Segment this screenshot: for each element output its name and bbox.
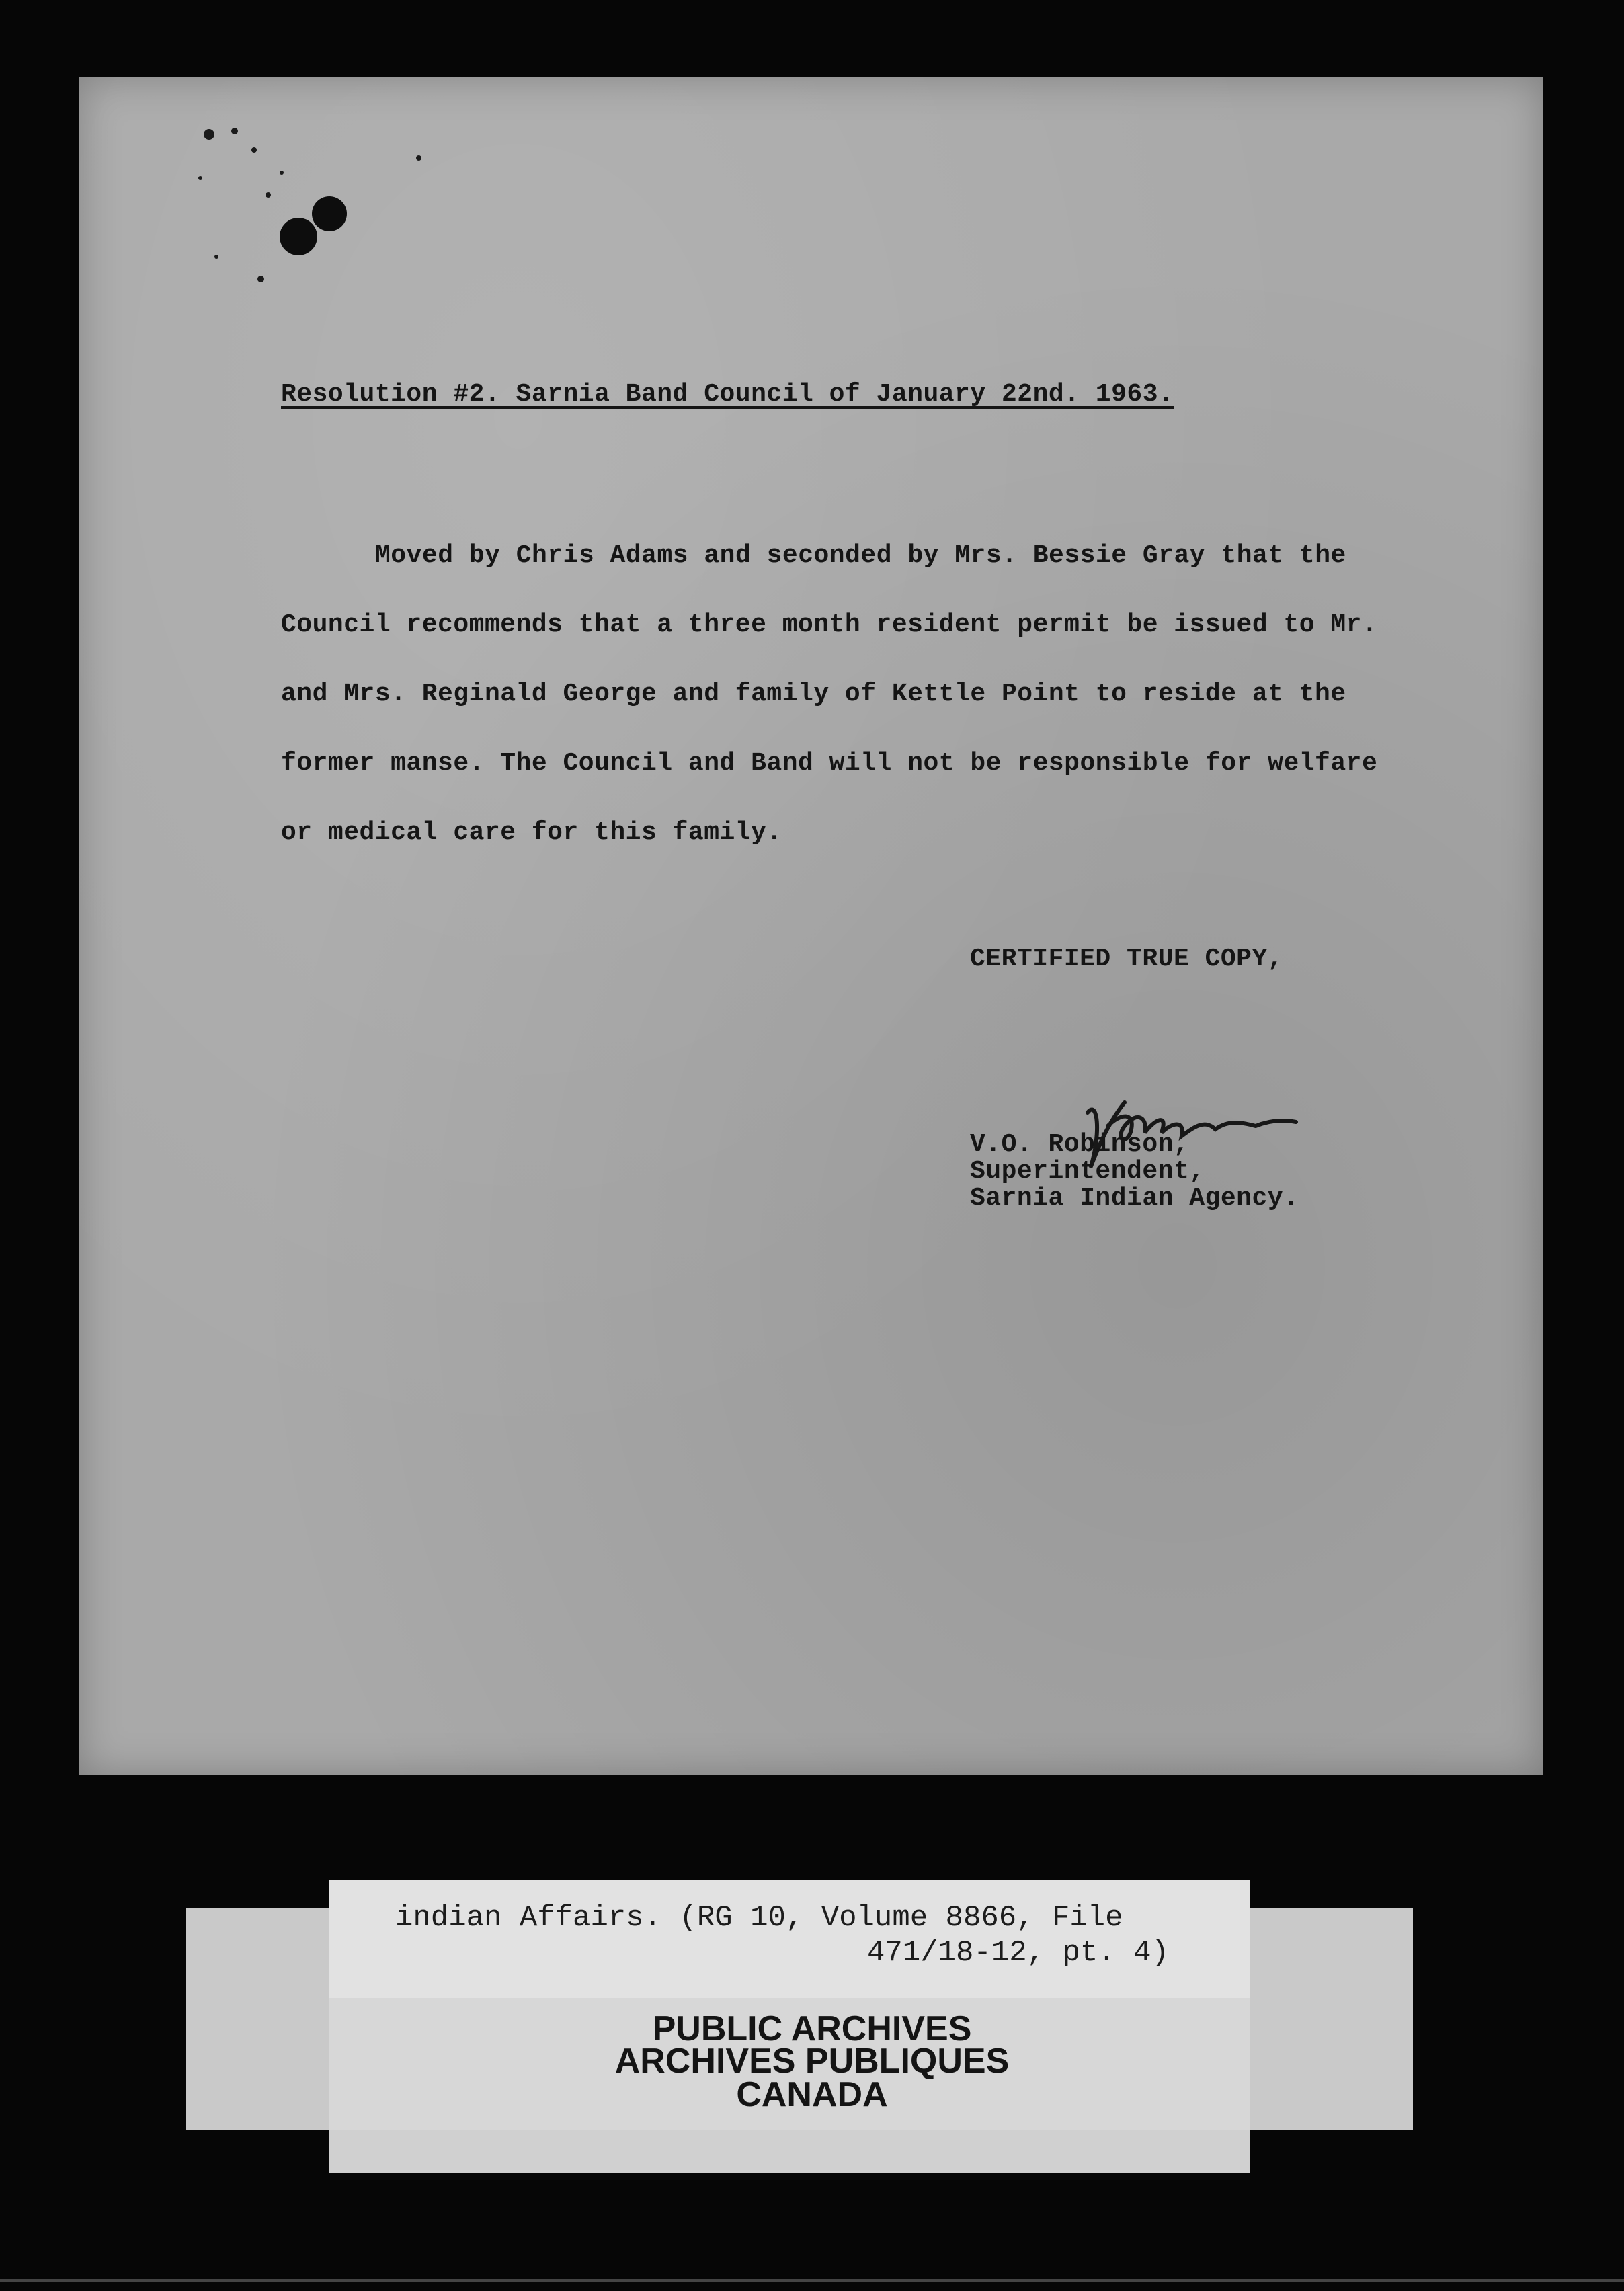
archives-english: PUBLIC ARCHIVES [652, 2009, 972, 2048]
archive-reference-line1: indian Affairs. (RG 10, Volume 8866, File [395, 1901, 1123, 1935]
body-line: former manse. The Council and Band will not be responsible for welfare [281, 749, 1378, 778]
body-line: Moved by Chris Adams and seconded by Mrs. Bessie Gray that the [375, 541, 1346, 570]
frame-bottom-rule [0, 2279, 1624, 2282]
archives-french: ARCHIVES PUBLIQUES [614, 2042, 1010, 2081]
body-line: and Mrs. Reginald George and family of Kettle Point to reside at the [281, 680, 1346, 709]
signatory-block [970, 1131, 1299, 1212]
body-line: Council recommends that a three month resident permit be issued to Mr. [281, 610, 1378, 639]
signatory-office: Sarnia Indian Agency. [970, 1184, 1299, 1213]
archives-country: CANADA [736, 2075, 888, 2114]
body-line: or medical care for this family. [281, 818, 782, 847]
document-page [79, 77, 1543, 1775]
archive-reference-line2: 471/18-12, pt. 4) [867, 1936, 1169, 1970]
ink-spots-decoration [79, 77, 483, 346]
certification-text: CERTIFIED TRUE COPY, [970, 944, 1284, 973]
resolution-heading: Resolution #2. Sarnia Band Council of January 22nd. 1963. [281, 380, 1174, 409]
signatory-title: Superintendent, [970, 1157, 1205, 1186]
archive-label-strip [329, 2130, 1250, 2173]
signatory-name: V.O. Robinson, [970, 1130, 1190, 1159]
resolution-body [281, 521, 1457, 867]
